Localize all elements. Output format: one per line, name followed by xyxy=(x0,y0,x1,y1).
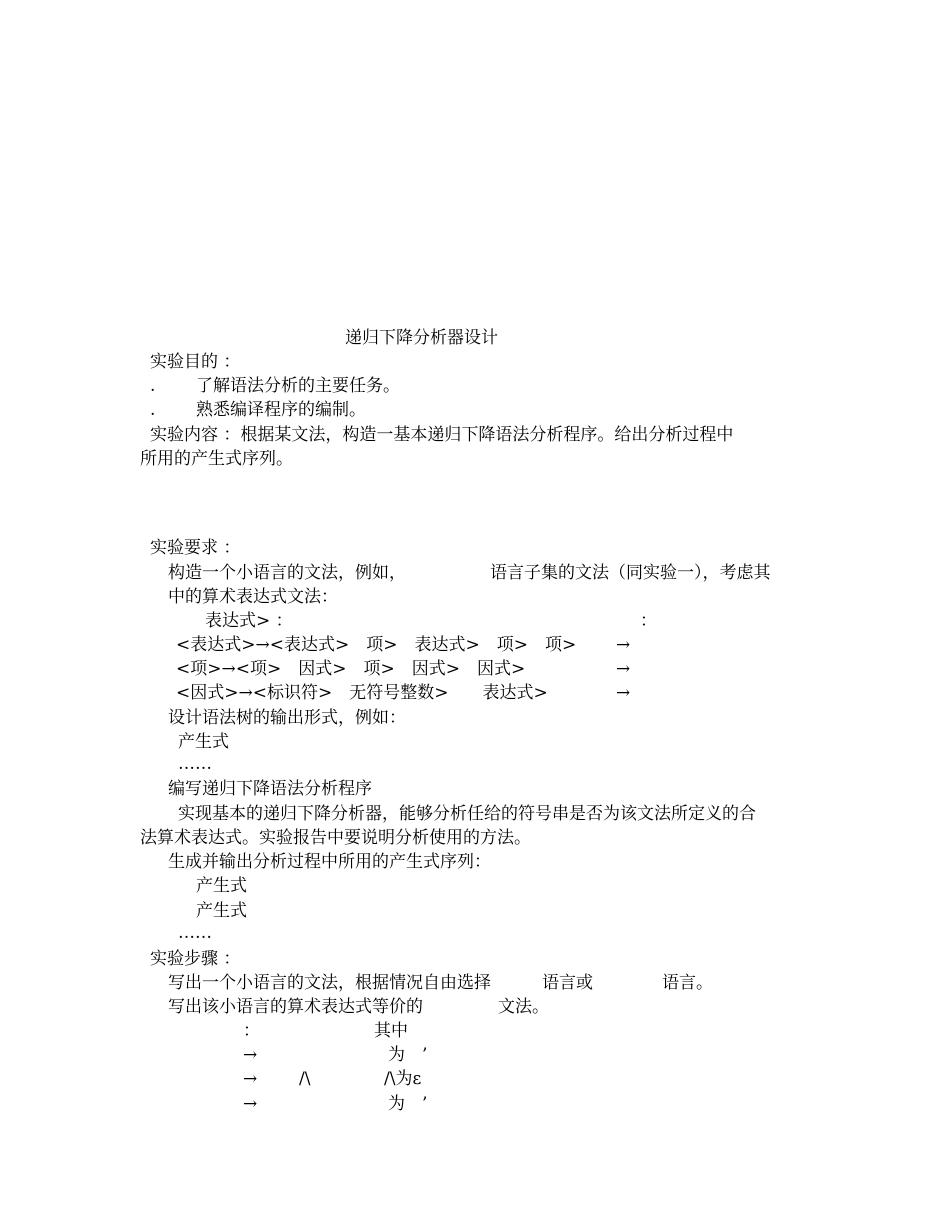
ellipsis-2: …… xyxy=(178,923,212,943)
grammar-wei-2: 为 ’ xyxy=(388,1094,428,1114)
grammar-wei-1: 为 ’ xyxy=(388,1045,428,1065)
document-title: 递归下降分析器设计 xyxy=(345,328,498,348)
grammar-wedge: /\ xyxy=(299,1069,311,1089)
implement-line-1: 实现基本的递归下降分析器，能够分析任给的符号串是否为该文法所定义的合 xyxy=(178,804,756,824)
implement-line-2: 法算术表达式。实验报告中要说明分析使用的方法。 xyxy=(140,828,531,848)
tree-output-line: 设计语法树的输出形式，例如： xyxy=(168,708,406,728)
grammar-rule-3-arrow: → xyxy=(616,683,631,703)
step-2a: 写出该小语言的算术表达式等价的 xyxy=(168,997,423,1017)
construct-line-2: 中的算术表达式文法： xyxy=(168,587,338,607)
grammar-header-b: ： xyxy=(640,611,657,631)
grammar-qizhong: 其中 xyxy=(374,1021,408,1041)
grammar-epsilon: /\为ε xyxy=(384,1069,422,1089)
grammar-header-a: 表达式> ： xyxy=(205,611,293,631)
ellipsis-1: …… xyxy=(178,754,212,774)
grammar-arrow-3: → xyxy=(243,1094,258,1114)
grammar-arrow-1: → xyxy=(243,1045,258,1065)
grammar-arrow-2: → xyxy=(243,1069,258,1089)
step-2b: 文法。 xyxy=(498,997,549,1017)
purpose-heading: 实验目的 ： xyxy=(150,352,241,372)
requirements-heading: 实验要求 ： xyxy=(150,538,241,558)
grammar-rule-2: <项>→<项> 因式> 项> 因式> 因式> xyxy=(176,659,526,679)
grammar-rule-1: <表达式>→<表达式> 项> 表达式> 项> 项> xyxy=(176,635,577,655)
step-1b: 语言或 xyxy=(542,973,593,993)
production-1: 产生式 xyxy=(196,876,247,896)
construct-line-1b: 语言子集的文法（同实验一），考虑其 xyxy=(490,563,771,583)
purpose-item-1-bullet: . xyxy=(150,376,156,396)
write-program-line: 编写递归下降语法分析程序 xyxy=(168,779,372,799)
production-2: 产生式 xyxy=(196,901,247,921)
tree-example: 产生式 xyxy=(178,732,229,752)
purpose-item-2-text: 熟悉编译程序的编制。 xyxy=(196,400,366,420)
grammar-rule-3: <因式>→<标识符> 无符号整数> 表达式> xyxy=(176,683,548,703)
grammar-colon: ： xyxy=(243,1021,260,1041)
grammar-rule-2-arrow: → xyxy=(616,659,631,679)
step-1a: 写出一个小语言的文法，根据情况自由选择 xyxy=(168,973,491,993)
steps-heading: 实验步骤 ： xyxy=(150,949,241,969)
grammar-rule-1-arrow: → xyxy=(616,635,631,655)
content-line-1: 实验内容 ：根据某文法，构造一基本递归下降语法分析程序。给出分析过程中 xyxy=(150,425,734,445)
purpose-item-2-bullet: . xyxy=(150,400,156,420)
step-1c: 语言。 xyxy=(662,973,713,993)
construct-line-1a: 构造一个小语言的文法，例如， xyxy=(168,563,406,583)
content-line-2: 所用的产生式序列。 xyxy=(140,449,293,469)
generate-line: 生成并输出分析过程中所用的产生式序列： xyxy=(168,852,491,872)
purpose-item-1-text: 了解语法分析的主要任务。 xyxy=(196,376,400,396)
